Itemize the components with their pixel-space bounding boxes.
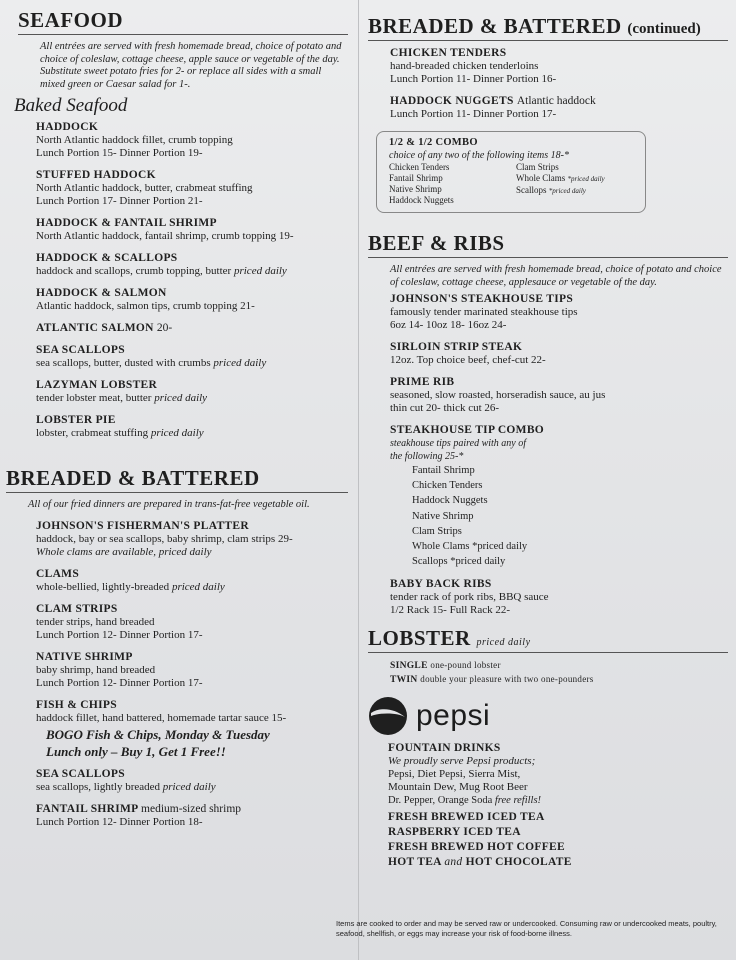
item-line: Lunch Portion 12- Dinner Portion 18- [36, 815, 203, 828]
item-name-text: JOHNSON'S STEAKHOUSE TIPS [390, 293, 574, 305]
drink-item: FRESH BREWED ICED TEA [388, 811, 545, 824]
item-inline: 20- [156, 322, 173, 334]
seafood-item [36, 217, 348, 243]
baked-seafood-title: Baked Seafood [14, 95, 128, 116]
priced-daily: priced daily [233, 265, 287, 277]
item-line: sea scallops, butter, dusted with crumbs priced daily [36, 357, 267, 369]
fountain-lines [388, 755, 728, 794]
breaded-items [18, 520, 348, 829]
item-line: North Atlantic haddock fillet, crumb topping [36, 134, 233, 146]
item-line: North Atlantic haddock, butter, crabmeat stuffing [36, 182, 253, 194]
lobster-title [368, 626, 728, 653]
breaded-item [36, 520, 348, 559]
item-name-text: JOHNSON'S FISHERMAN'S PLATTER [36, 519, 249, 532]
item-name-text: SIRLOIN STRIP STEAK [390, 341, 523, 353]
breaded-note: All of our fried dinners are prepared in trans-fat-free vegetable oil. [28, 499, 310, 510]
item-name [36, 603, 348, 616]
priced-daily: priced daily [213, 357, 267, 369]
priced-daily: priced daily [150, 427, 204, 439]
tip-combo-option: Clam Strips [412, 525, 462, 537]
item-name-text: FANTAIL SHRIMP [36, 802, 138, 815]
seafood-item [36, 414, 348, 440]
item-name-text: HADDOCK NUGGETS [390, 95, 514, 107]
ribs-name: BABY BACK RIBS [390, 578, 492, 591]
lobster-items [390, 659, 728, 687]
tip-combo-option: Scallops *priced daily [412, 556, 506, 568]
item-line: haddock, bay or sea scallops, baby shrimp, clam strips 29- [36, 532, 293, 545]
item-name [36, 699, 348, 712]
right-column [368, 14, 728, 870]
combo-option: Native Shrimp [389, 184, 442, 194]
hot-chocolate: HOT CHOCOLATE [465, 856, 572, 869]
item-line: Atlantic haddock, salmon tips, crumb topping 21- [36, 300, 255, 312]
tip-combo-option: Chicken Tenders [412, 480, 483, 492]
breaded-title: BREADED & BATTERED [6, 466, 348, 493]
baby-back-ribs [390, 578, 728, 617]
fountain-last-line [388, 794, 728, 807]
item-inline: medium-sized shrimp [141, 802, 242, 815]
priced-daily: priced daily [162, 780, 216, 793]
beef-item [390, 376, 728, 415]
seafood-item [36, 252, 348, 278]
item-name [36, 768, 348, 781]
item-line: baby shrimp, hand breaded [36, 663, 156, 676]
breaded-item [36, 603, 348, 642]
fountain-title: FOUNTAIN DRINKS [388, 742, 501, 755]
combo-option [516, 162, 635, 173]
fountain-line: We proudly serve Pepsi products; [388, 755, 536, 768]
breaded-cont-heading: BREADED & BATTERED [368, 14, 622, 38]
ribs-line-1: tender rack of pork ribs, BBQ sauce [390, 591, 549, 604]
item-line: tender lobster meat, butter priced daily [36, 392, 208, 404]
combo-desc: choice of any two of the following items 18-* [389, 150, 569, 161]
item-line: sea scallops, lightly breaded priced daily [36, 780, 216, 793]
item-name-text: FISH & CHIPS [36, 698, 117, 711]
beef-item [390, 293, 728, 332]
lobster-item-desc: double your pleasure with two one-pounders [420, 674, 594, 685]
item-name [36, 121, 348, 134]
left-column [6, 8, 348, 838]
item-name-text: NATIVE SHRIMP [36, 650, 133, 663]
tip-combo-list [412, 463, 728, 569]
seafood-note: All entrées are served with fresh homemade bread, choice of potato and choice of coleslaw, cottage cheese, apple sauce or vegetable of the day. Substitute sweet potato fries for 2- or replace all sides with a small mixed green or Caesar salad for 1-. [40, 41, 342, 90]
item-name [390, 341, 728, 354]
item-line: North Atlantic haddock, fantail shrimp, crumb topping 19- [36, 230, 294, 242]
breaded-cont-items [368, 47, 728, 121]
pepsi-globe-icon [368, 696, 408, 736]
combo-option: Fantail Shrimp [389, 173, 443, 183]
breaded-cont-title [368, 14, 728, 41]
combo-options-right [516, 162, 635, 206]
item-name-text: HADDOCK & SALMON [36, 287, 167, 299]
item-name-text: LOBSTER PIE [36, 414, 116, 426]
seafood-title: SEAFOOD [18, 8, 348, 35]
combo-option [516, 185, 635, 197]
item-inline: Atlantic haddock [516, 95, 596, 107]
item-name [36, 414, 348, 427]
breaded-item [36, 699, 348, 759]
item-name-text: CLAM STRIPS [36, 602, 118, 615]
combo-option: Haddock Nuggets [389, 195, 454, 205]
lobster-item-name: SINGLE [390, 661, 428, 672]
breaded-item [36, 768, 348, 794]
half-half-combo-box [376, 131, 646, 213]
item-name [36, 169, 348, 182]
column-divider [358, 0, 359, 960]
tip-combo-option: Native Shrimp [412, 510, 474, 522]
item-name-text: HADDOCK [36, 121, 99, 133]
food-safety-footnote: Items are cooked to order and may be served raw or undercooked. Consuming raw or undercooked meats, poultry, seafood, shellfish, or eggs may increase your risk of food-borne illness. [336, 919, 717, 938]
item-line: hand-breaded chicken tenderloins [390, 60, 539, 72]
combo-option [516, 173, 635, 185]
item-line: famously tender marinated steakhouse tips [390, 306, 578, 318]
item-line: 12oz. Top choice beef, chef-cut 22- [390, 354, 546, 366]
item-line: Lunch Portion 12- Dinner Portion 17- [36, 676, 203, 689]
lobster-item-name: TWIN [390, 675, 418, 686]
item-name [36, 803, 348, 816]
item-name [390, 95, 728, 108]
item-line: tender strips, hand breaded [36, 615, 155, 628]
combo-option-text: Whole Clams [516, 173, 566, 183]
seafood-item [36, 379, 348, 405]
lobster-item [390, 659, 728, 673]
combo-priced-daily: *priced daily [567, 175, 605, 183]
fountain-line: Pepsi, Diet Pepsi, Sierra Mist, [388, 768, 521, 781]
item-line: Lunch Portion 12- Dinner Portion 17- [36, 628, 203, 641]
item-name-text: SEA SCALLOPS [36, 767, 125, 780]
item-name [36, 520, 348, 533]
tip-combo-option: Whole Clams *priced daily [412, 541, 528, 553]
tip-combo-desc2: the following 25-* [390, 451, 464, 462]
and-word: and [444, 856, 463, 869]
beef-item [390, 341, 728, 367]
item-line: thin cut 20- thick cut 26- [390, 402, 500, 414]
breaded-cont-item [390, 95, 728, 121]
item-name [36, 252, 348, 265]
continued-label: (continued) [627, 21, 701, 37]
combo-option-text: Clam Strips [516, 162, 559, 172]
pepsi-brand [368, 696, 728, 736]
item-name [36, 322, 348, 335]
tip-combo-desc1: steakhouse tips paired with any of [390, 438, 527, 449]
seafood-item [36, 344, 348, 370]
drink-item: FRESH BREWED HOT COFFEE [388, 841, 565, 854]
breaded-item [36, 568, 348, 594]
priced-daily: priced daily [171, 580, 225, 593]
lobster-item-desc: one-pound lobster [430, 660, 501, 671]
fountain-last-text: Dr. Pepper, Orange Soda [388, 795, 493, 807]
item-name-text: HADDOCK & SCALLOPS [36, 252, 178, 264]
item-name-text: CLAMS [36, 567, 80, 580]
item-name [36, 568, 348, 581]
seafood-item [36, 121, 348, 160]
item-name [36, 344, 348, 357]
item-line: 6oz 14- 10oz 18- 16oz 24- [390, 319, 507, 331]
breaded-item [36, 803, 348, 829]
seafood-item [36, 287, 348, 313]
beef-items [368, 293, 728, 415]
lobster-item [390, 673, 728, 687]
tip-combo-option: Haddock Nuggets [412, 495, 488, 507]
item-name [36, 217, 348, 230]
combo-name: 1/2 & 1/2 COMBO [389, 137, 478, 148]
combo-option: Chicken Tenders [389, 162, 450, 172]
tip-combo-name: STEAKHOUSE TIP COMBO [390, 424, 545, 436]
fountain-line: Mountain Dew, Mug Root Beer [388, 781, 528, 794]
item-line: haddock fillet, hand battered, homemade tartar sauce 15- [36, 711, 287, 724]
tip-combo [390, 424, 728, 569]
beef-note: All entrées are served with fresh homemade bread, choice of potato and choice of coleslaw, cottage cheese, applesauce or vegetable of the day. [390, 264, 722, 288]
combo-options [389, 162, 635, 206]
hot-tea-chocolate [388, 855, 728, 870]
item-note: Whole clams are available, priced daily [36, 545, 212, 558]
breaded-item [36, 651, 348, 690]
combo-priced-daily: *priced daily [548, 187, 586, 195]
item-line: Lunch Portion 17- Dinner Portion 21- [36, 195, 203, 207]
item-line: seasoned, slow roasted, horseradish sauce, au jus [390, 389, 606, 401]
combo-option-text: Scallops [516, 185, 547, 195]
item-name-text: SEA SCALLOPS [36, 344, 125, 356]
item-name [390, 47, 728, 60]
lobster-heading: LOBSTER [368, 626, 471, 651]
tip-combo-option: Fantail Shrimp [412, 465, 475, 476]
item-name-text: ATLANTIC SALMON [36, 322, 154, 334]
item-name-text: CHICKEN TENDERS [390, 47, 507, 59]
item-line: whole-bellied, lightly-breaded priced daily [36, 580, 225, 593]
item-line: lobster, crabmeat stuffing priced daily [36, 427, 204, 439]
item-line: Lunch Portion 11- Dinner Portion 17- [390, 108, 557, 120]
pepsi-wordmark: pepsi [416, 699, 491, 733]
item-name [36, 651, 348, 664]
lobster-priced-daily: priced daily [476, 637, 531, 649]
priced-daily: priced daily [154, 392, 208, 404]
item-line: Lunch Portion 11- Dinner Portion 16- [390, 73, 557, 85]
item-name [390, 376, 728, 389]
combo-options-left [389, 162, 508, 206]
ribs-line-2: 1/2 Rack 15- Full Rack 22- [390, 604, 511, 617]
seafood-items [18, 121, 348, 440]
free-refills: free refills! [494, 795, 542, 807]
beef-title: BEEF & RIBS [368, 231, 728, 258]
item-line: haddock and scallops, crumb topping, butter priced daily [36, 265, 287, 277]
promo-line: Lunch only – Buy 1, Get 1 Free!! [46, 743, 226, 759]
item-name-text: STUFFED HADDOCK [36, 169, 156, 181]
drinks-section [388, 742, 728, 870]
item-name [390, 293, 728, 306]
seafood-item [36, 322, 348, 335]
item-name [36, 287, 348, 300]
hot-drinks [388, 810, 728, 855]
item-name [36, 379, 348, 392]
drink-item: RASPBERRY ICED TEA [388, 826, 521, 839]
promo-line: BOGO Fish & Chips, Monday & Tuesday [46, 726, 270, 742]
item-name-text: PRIME RIB [390, 376, 455, 388]
item-name-text: HADDOCK & FANTAIL SHRIMP [36, 217, 217, 229]
item-line: Lunch Portion 15- Dinner Portion 19- [36, 147, 203, 159]
seafood-item [36, 169, 348, 208]
hot-tea: HOT TEA [388, 856, 442, 869]
breaded-cont-item [390, 47, 728, 86]
item-name-text: LAZYMAN LOBSTER [36, 379, 158, 391]
